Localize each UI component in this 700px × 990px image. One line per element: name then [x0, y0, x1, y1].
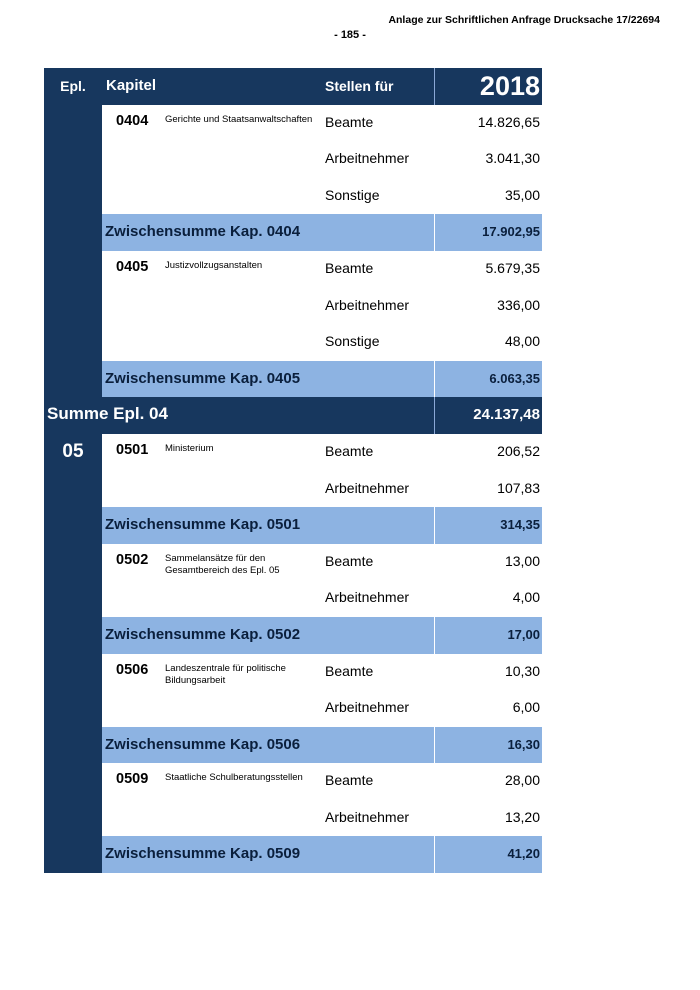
epl-column-cell	[44, 324, 102, 361]
subtotal-label: Zwischensumme Kap. 0506	[105, 735, 301, 753]
subtotal-value: 16,30	[507, 736, 540, 752]
epl-column-cell	[44, 471, 102, 508]
table-row	[44, 471, 542, 508]
epl-column-cell	[44, 836, 102, 873]
epl-total-label: Summe Epl. 04	[47, 404, 168, 424]
table-row	[44, 288, 542, 325]
table-row	[44, 251, 542, 288]
column-divider	[434, 214, 435, 251]
kapitel-name: Ministerium	[165, 442, 214, 454]
kapitel-number: 0509	[116, 771, 149, 788]
stellen-type: Arbeitnehmer	[325, 808, 410, 825]
column-divider	[434, 836, 435, 873]
epl-column-cell	[44, 544, 102, 581]
stellen-type: Sonstige	[325, 186, 380, 203]
subtotal-row	[44, 727, 542, 764]
subtotal-value: 314,35	[500, 517, 540, 533]
stellen-value: 28,00	[504, 772, 540, 789]
stellen-type: Beamte	[325, 662, 374, 679]
column-divider	[434, 361, 435, 398]
table-row	[44, 178, 542, 215]
table-row	[44, 324, 542, 361]
subtotal-label: Zwischensumme Kap. 0502	[105, 625, 301, 643]
kapitel-name: Staatliche Schulberatungsstellen	[165, 772, 303, 784]
stellen-value: 107,83	[497, 479, 540, 496]
stellen-value: 48,00	[504, 333, 540, 350]
stellen-type: Arbeitnehmer	[325, 479, 410, 496]
table-row	[44, 654, 542, 691]
epl-column-cell	[44, 763, 102, 800]
subtotal-value: 17,00	[507, 626, 540, 642]
kapitel-name: Landeszentrale für politische Bildungsarbeit	[165, 662, 286, 686]
stellen-value: 35,00	[504, 186, 540, 203]
epl-column-cell	[44, 361, 102, 398]
column-divider	[434, 507, 435, 544]
epl-column-cell	[44, 141, 102, 178]
kapitel-number: 0405	[116, 258, 149, 275]
table-row	[44, 580, 542, 617]
page-number: - 185 -	[334, 29, 366, 41]
epl-column-cell	[44, 617, 102, 654]
epl-total-value: 24.137,48	[473, 406, 540, 424]
epl-column-cell	[44, 654, 102, 691]
column-divider	[434, 617, 435, 654]
stellen-type: Arbeitnehmer	[325, 699, 410, 716]
table-header-row	[44, 68, 542, 105]
header-year: 2018	[479, 71, 540, 101]
header-epl: Epl.	[60, 78, 86, 94]
header-stellen: Stellen für	[325, 78, 394, 94]
table-row	[44, 434, 542, 471]
subtotal-label: Zwischensumme Kap. 0509	[105, 845, 301, 863]
stellen-value: 14.826,65	[477, 113, 540, 130]
epl-column-cell	[44, 251, 102, 288]
document-reference: Anlage zur Schriftlichen Anfrage Drucksache 17/22694	[388, 14, 660, 26]
header-divider	[434, 68, 435, 105]
epl-column-cell	[44, 288, 102, 325]
subtotal-value: 17.902,95	[482, 224, 540, 240]
subtotal-row	[44, 836, 542, 873]
epl-column-cell	[44, 507, 102, 544]
stellen-value: 13,20	[504, 808, 540, 825]
epl-total-row	[44, 397, 542, 434]
column-divider	[434, 727, 435, 764]
subtotal-label: Zwischensumme Kap. 0405	[105, 369, 301, 387]
kapitel-number: 0502	[116, 551, 149, 568]
subtotal-value: 6.063,35	[489, 370, 540, 386]
subtotal-label: Zwischensumme Kap. 0501	[105, 516, 301, 534]
stellen-type: Arbeitnehmer	[325, 296, 410, 313]
stellen-value: 206,52	[497, 442, 540, 459]
subtotal-row	[44, 361, 542, 398]
stellen-value: 336,00	[497, 296, 540, 313]
epl-number: 05	[62, 440, 84, 462]
table-row	[44, 763, 542, 800]
stellen-type: Arbeitnehmer	[325, 589, 410, 606]
stellen-value: 10,30	[504, 662, 540, 679]
kapitel-number: 0501	[116, 441, 149, 458]
kapitel-number: 0404	[116, 112, 149, 129]
table-body	[44, 105, 542, 873]
stellen-type: Beamte	[325, 442, 374, 459]
epl-column-cell	[44, 178, 102, 215]
staff-table	[44, 68, 542, 873]
header-kapitel: Kapitel	[106, 77, 157, 94]
stellen-type: Beamte	[325, 552, 374, 569]
epl-column-cell	[44, 105, 102, 142]
kapitel-number: 0506	[116, 661, 149, 678]
stellen-type: Beamte	[325, 259, 374, 276]
epl-column-cell	[44, 800, 102, 837]
stellen-value: 4,00	[512, 589, 540, 606]
kapitel-name: Justizvollzugsanstalten	[165, 259, 263, 271]
table-row	[44, 544, 542, 581]
table-row	[44, 105, 542, 142]
epl-column-cell	[44, 580, 102, 617]
subtotal-row	[44, 214, 542, 251]
table-row	[44, 690, 542, 727]
stellen-value: 3.041,30	[485, 150, 540, 167]
subtotal-value: 41,20	[507, 846, 540, 862]
stellen-type: Sonstige	[325, 333, 380, 350]
kapitel-name: Sammelansätze für den Gesamtbereich des Epl. 05	[165, 552, 280, 576]
subtotal-row	[44, 507, 542, 544]
stellen-value: 5.679,35	[485, 259, 540, 276]
stellen-value: 6,00	[512, 699, 540, 716]
subtotal-row	[44, 617, 542, 654]
kapitel-name: Gerichte und Staatsanwaltschaften	[165, 113, 313, 125]
stellen-value: 13,00	[504, 552, 540, 569]
epl-column-cell	[44, 690, 102, 727]
epl-column-cell	[44, 214, 102, 251]
epl-column-cell	[44, 727, 102, 764]
stellen-type: Beamte	[325, 772, 374, 789]
column-divider	[434, 397, 435, 434]
table-row	[44, 800, 542, 837]
stellen-type: Beamte	[325, 113, 374, 130]
table-row	[44, 141, 542, 178]
stellen-type: Arbeitnehmer	[325, 150, 410, 167]
subtotal-label: Zwischensumme Kap. 0404	[105, 223, 301, 241]
